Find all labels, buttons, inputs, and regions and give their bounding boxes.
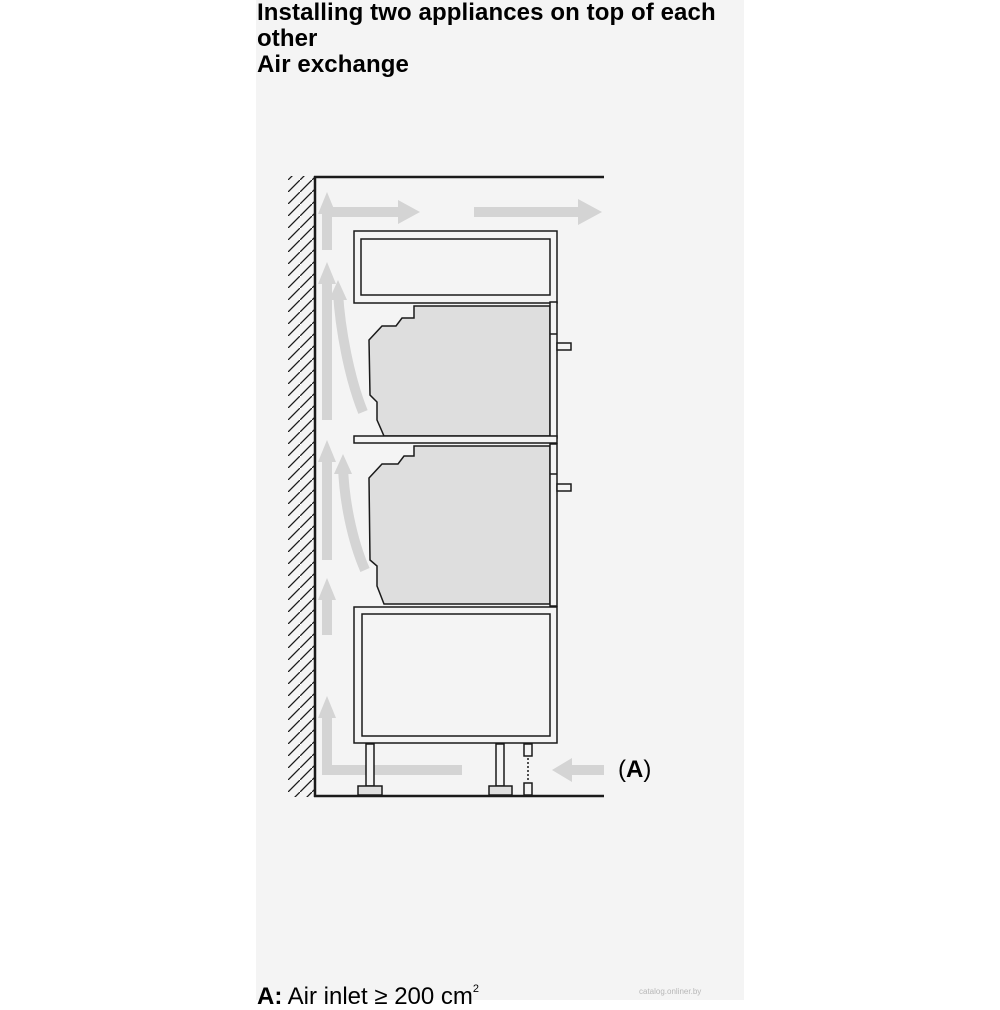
legend-a [257,976,479,1010]
upper-oven [369,302,571,438]
callout-a [618,756,651,784]
lower-oven [369,444,571,606]
right-arrow-head-top-2 [578,199,602,225]
right-arrow-head-top-1 [398,200,420,224]
curved-arrow-head-lower [334,454,352,474]
middle-shelf [354,436,557,443]
plinth [524,744,532,795]
up-arrow-head-top [318,192,336,214]
subtitle: Air exchange [257,51,409,78]
legend-key: A: [257,983,283,1010]
inlet-arrow-head [552,758,572,782]
base-cabinet [354,607,557,743]
watermark: catalog.onliner.by [639,987,702,996]
legend-text: Air inlet ≥ 200 cm [287,983,473,1010]
callout-close-paren: ) [643,756,652,783]
callout-open-paren: ( [618,756,626,783]
up-arrow-head-mid [318,440,336,462]
title-line-1: Installing two appliances on top of each [257,0,716,26]
callout-letter: A [626,756,644,783]
wall-hatching [288,176,315,797]
up-arrow-head [318,262,336,284]
legend-superscript: 2 [472,983,480,995]
up-arrow-head-lower [318,578,336,600]
up-arrow-head-bottom [318,696,336,718]
title-line-2: other [257,25,318,52]
top-cabinet [354,231,557,303]
